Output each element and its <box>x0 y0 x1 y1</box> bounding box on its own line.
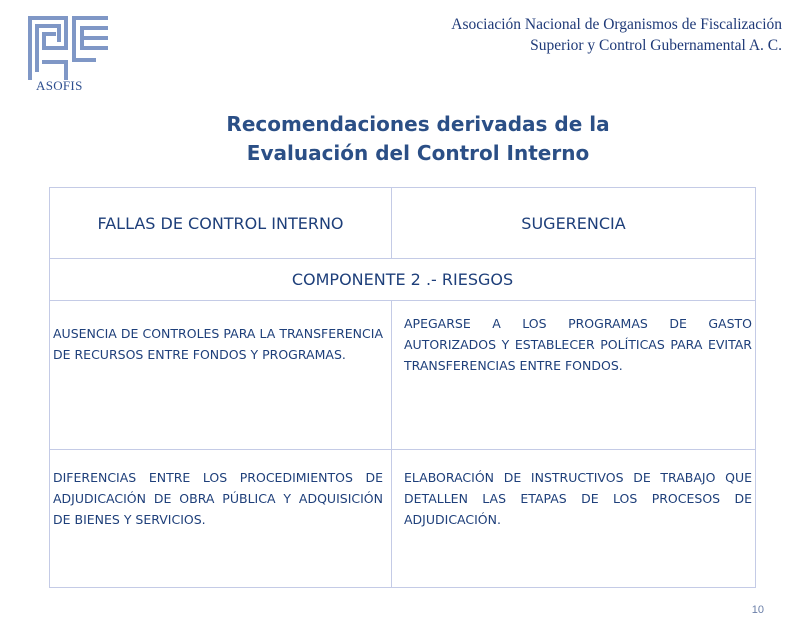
component-label: COMPONENTE 2 .- RIESGOS <box>50 259 756 301</box>
sugerencia-cell: ELABORACIÓN DE INSTRUCTIVOS DE TRABAJO QUE DETALLEN LAS ETAPAS DE LOS PROCESOS DE ADJUDICACIÓN. <box>392 450 756 588</box>
column-header-fallas: FALLAS DE CONTROL INTERNO <box>50 188 392 259</box>
recommendations-table <box>49 187 756 588</box>
organization-name <box>451 14 782 56</box>
org-line-2: Superior y Control Gubernamental A. C. <box>530 37 782 54</box>
column-header-sugerencia: SUGERENCIA <box>392 188 756 259</box>
table-row <box>50 450 756 588</box>
org-line-1: Asociación Nacional de Organismos de Fiscalización <box>451 16 782 33</box>
title-line-2: Evaluación del Control Interno <box>246 141 590 165</box>
page-title <box>0 110 812 168</box>
sugerencia-cell: APEGARSE A LOS PROGRAMAS DE GASTO AUTORIZADOS Y ESTABLECER POLÍTICAS PARA EVITAR TRANSFERENCIAS ENTRE FONDOS. <box>392 301 756 450</box>
component-row <box>50 259 756 301</box>
falla-cell: DIFERENCIAS ENTRE LOS PROCEDIMIENTOS DE ADJUDICACIÓN DE OBRA PÚBLICA Y ADQUISICIÓN DE BIENES Y SERVICIOS. <box>50 450 392 588</box>
page-number: 10 <box>751 604 764 616</box>
falla-cell: AUSENCIA DE CONTROLES PARA LA TRANSFERENCIA DE RECURSOS ENTRE FONDOS Y PROGRAMAS. <box>50 301 392 450</box>
title-line-1: Recomendaciones derivadas de la <box>226 112 610 136</box>
logo-text: ASOFIS <box>36 78 83 93</box>
table-row <box>50 301 756 450</box>
table-header-row <box>50 188 756 259</box>
